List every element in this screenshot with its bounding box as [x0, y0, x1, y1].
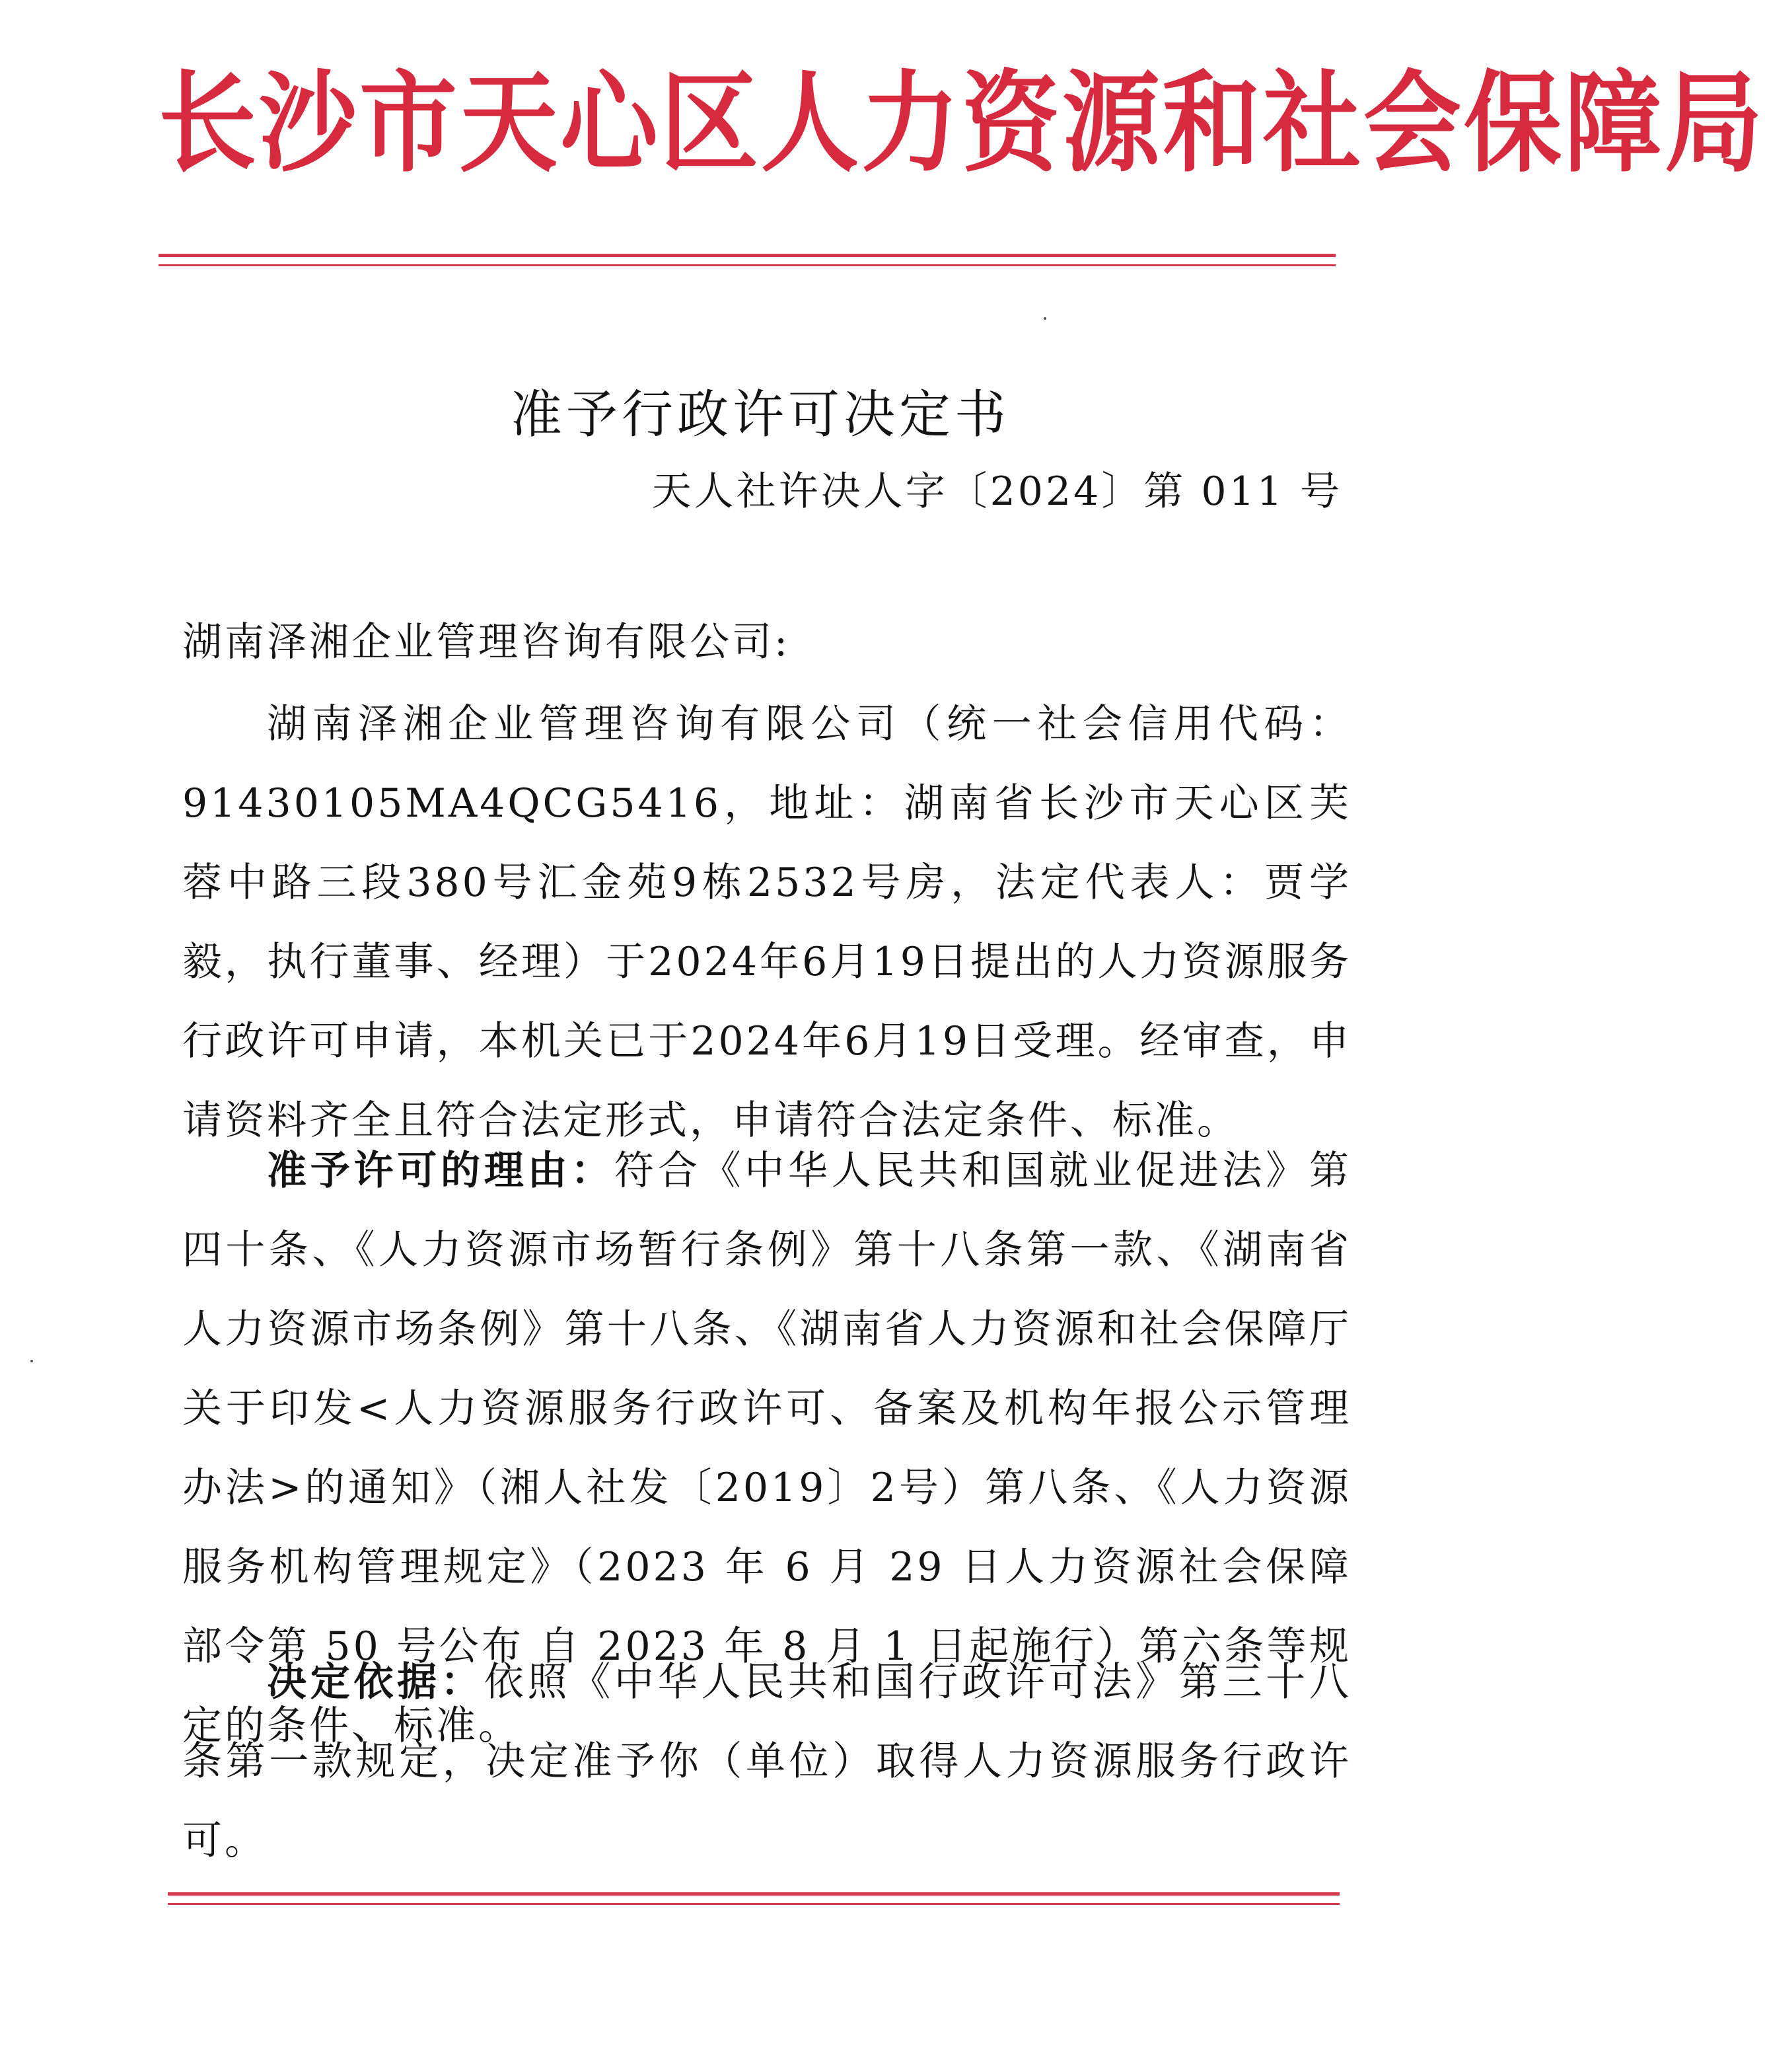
letterhead-rule-thick: [159, 254, 1336, 257]
reason-text: 符合《中华人民共和国就业促进法》第四十条、《人力资源市场暂行条例》第十八条第一款、《湖南省人力资源市场条例》第十八条、《湖南省人力资源和社会保障厅关于印发<人力资源服务行政许可、备案及机构年报公示管理办法>的通知》（湘人社发〔2019〕2号）第八条、《人力资源服务机构管理规定》（2023 年 6 月 29 日人力资源社会保障部令第 50 号公布 自 2023 年 8 月 1 日起施行）第六条等规定的条件、标准。: [182, 1148, 1351, 1749]
document-number: 天人社许决人字〔2024〕第 011 号: [651, 468, 1342, 515]
letterhead-rule-thin: [159, 264, 1336, 266]
footer-rule-thick: [168, 1892, 1340, 1896]
scan-speck: [30, 1360, 33, 1362]
document-title: 准予行政许可决定书: [510, 385, 1010, 445]
reason-label: 准予许可的理由：: [267, 1148, 614, 1194]
recipient: 湖南泽湘企业管理咨询有限公司:: [182, 619, 791, 665]
basis-paragraph: [182, 1643, 1351, 1880]
application-paragraph: 湖南泽湘企业管理咨询有限公司（统一社会信用代码：91430105MA4QCG5416，地址：湖南省长沙市天心区芙蓉中路三段380号汇金苑9栋2532号房，法定代表人：贾学毅，执行董事、经理）于2024年6月19日提出的人力资源服务行政许可申请，本机关已于2024年6月19日受理。经审查，申请资料齐全且符合法定形式，申请符合法定条件、标准。: [182, 701, 1351, 1144]
footer-rule-thin: [168, 1903, 1340, 1905]
basis-label: 决定依据：: [267, 1659, 484, 1705]
scan-speck: [1044, 317, 1046, 320]
basis-text: 依照《中华人民共和国行政许可法》第三十八条第一款规定，决定准予你（单位）取得人力资源服务行政许可。: [182, 1659, 1351, 1864]
agency-letterhead: 长沙市天心区人力资源和社会保障局: [159, 59, 1765, 188]
